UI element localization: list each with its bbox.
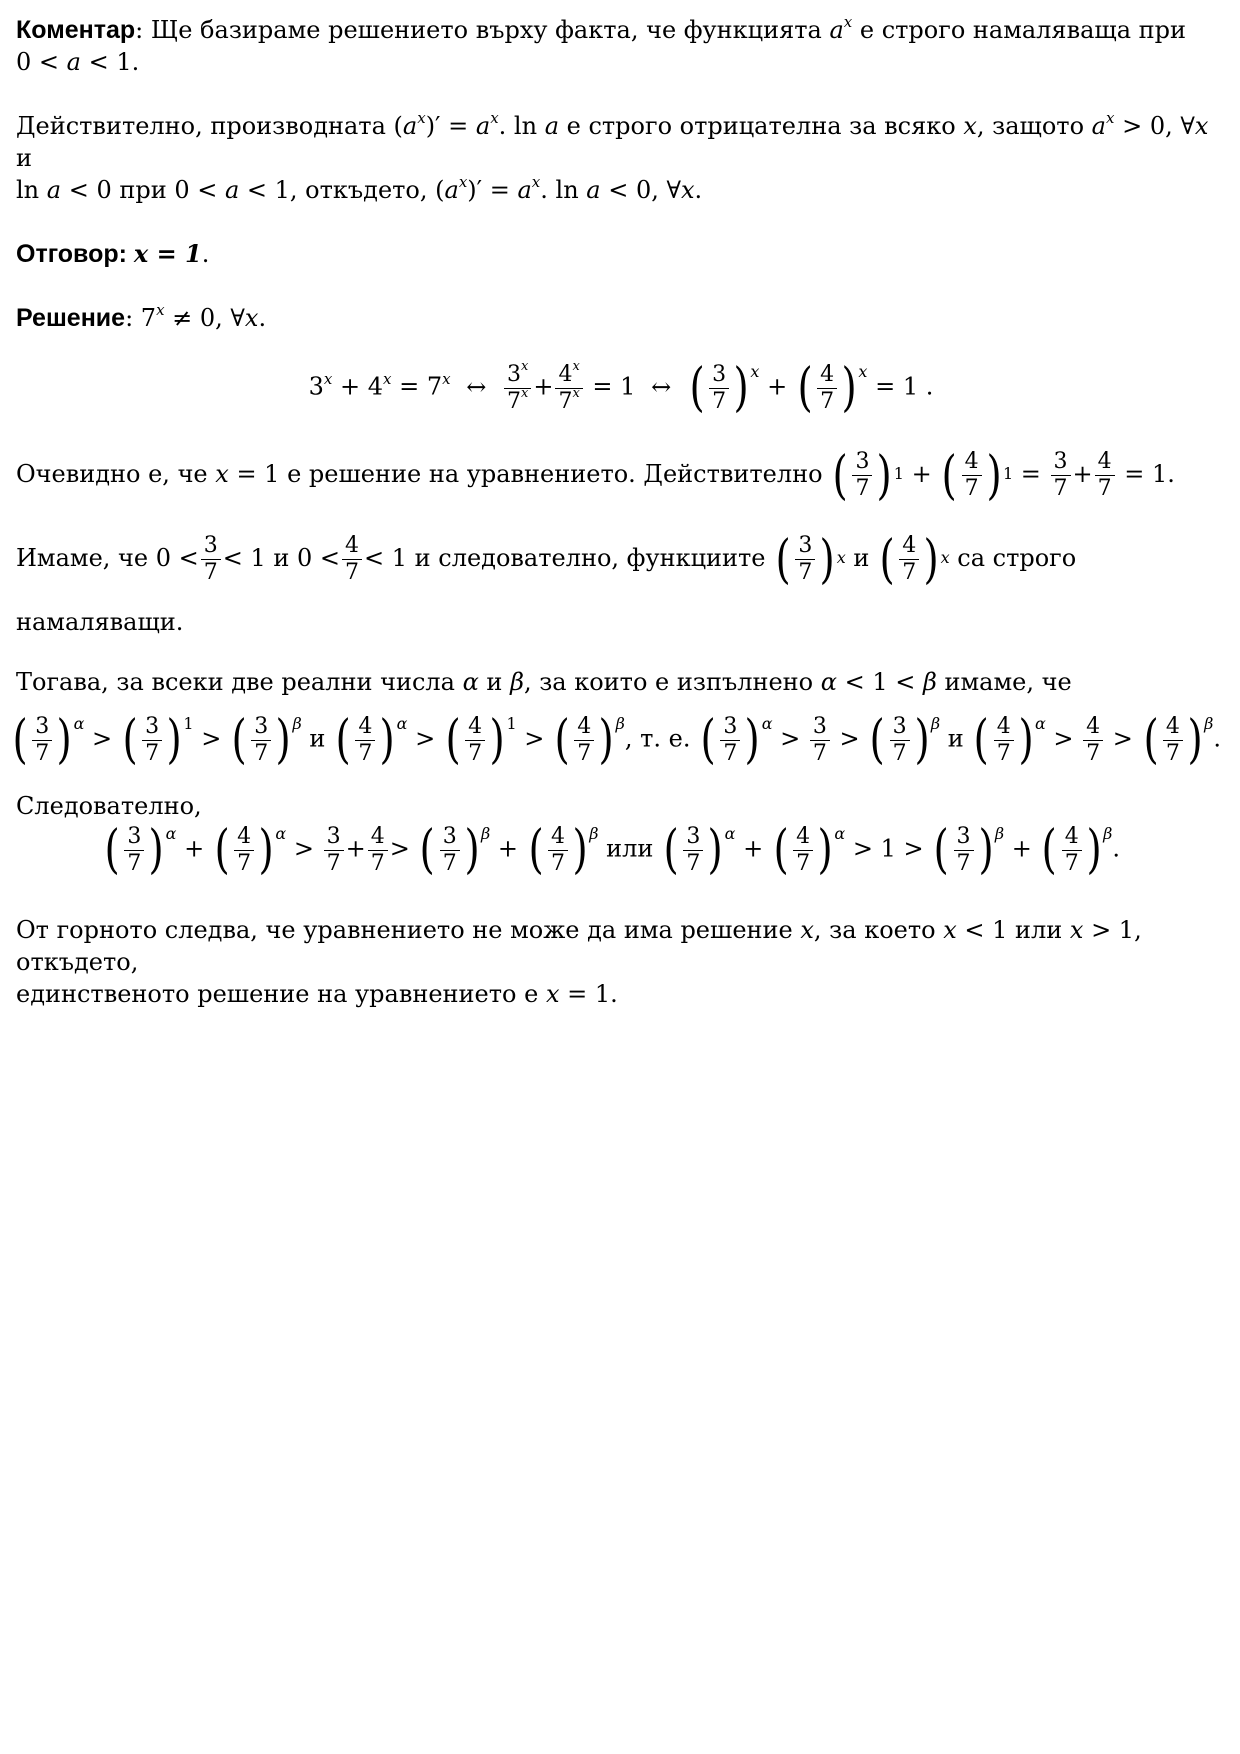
indeed-text-3: , защото: [976, 112, 1092, 140]
comment-text-1: : Ще базираме решението върху факта, че функцията: [135, 16, 830, 44]
conclusion-text-3: или: [1007, 916, 1070, 944]
indeed-text-8: < 1, откъдето,: [239, 176, 436, 204]
conclusion-text-5: единственото решение на уравнението е: [16, 980, 546, 1008]
have-text-2: < 1 и 0 <: [222, 544, 341, 572]
have-paragraph: Имаме, че 0 < $\frac{3}{7}$ < 1 и 0 < $\frac{4}{7}$ < 1 и следователно, функциите ( $\frac{3}{7}$ ) x и ( $\frac{4}{7}$ ) x са строго намаляващи.: [16, 529, 1077, 636]
indeed-text-7: < 0 при 0 <: [61, 176, 225, 204]
answer-paragraph: [16, 238, 1226, 270]
comment-paragraph: Коментар: Ще базираме решението върху факта, че функцията $a^x$ е строго намаляваща при 0 < a < 1.: [16, 13, 1186, 76]
inequality-chain: ( $\frac{3}{7}$ ) α > ( $\frac{3}{7}$ ) 1 > ( $\frac{3}{7}$ ) β и ( $\frac{4}{7}$ ) α > ( $\frac{4}{7}$ ) 1 > ( $\frac{4}{7}$ ) β , т. е. ( $\frac{3}{7}$ ) α > $\frac{3}{7}$ > ( $\frac{3}{7}$ ) β и ( $\frac{4}{7}$ ) α > $\frac{4}{7}$ > ( $\frac{4}{7}$ ) β .: [12, 710, 1222, 770]
then-text-3: , за които е изпълнено: [523, 668, 821, 696]
solution-text-2: ≠ 0, ∀: [164, 304, 245, 332]
conclusion-text-6: .: [610, 980, 618, 1008]
indeed-paragraph: Действително, производната $(a^x)' = a^x$. ln a е строго отрицателна за всяко x, защото $a^x > 0$, ∀x и ln a < 0 при 0 < a < 1, откъдето, $(a^x)' = a^x$. ln a < 0, ∀x.: [16, 109, 1209, 204]
solution-label: Решение: [16, 304, 126, 332]
and-word-2: и: [947, 724, 964, 753]
have-text-4: и: [845, 544, 877, 572]
indeed-text-6: ln: [16, 176, 47, 204]
or-word: или: [606, 834, 654, 863]
conclusion-text-1: От горното следва, че уравнението не може да има решение: [16, 916, 801, 944]
indeed-text-4: > 0, ∀: [1114, 112, 1195, 140]
answer-label: Отговор:: [16, 240, 134, 268]
have-text-5: са строго намаляващи.: [16, 544, 1077, 636]
then-text-2: и: [478, 668, 511, 696]
solution-paragraph: Решение: $7^x \ne 0$, ∀x.: [16, 301, 267, 332]
indeed-text-1: Действително, производната: [16, 112, 394, 140]
answer-value: x = 1: [133, 239, 202, 268]
then-text-1: Тогава, за всеки две реални числа: [16, 668, 463, 696]
obvious-paragraph: Очевидно е, че x = 1 е решение на уравнението. Действително ( $\frac{3}{7}$ ) 1 + ( $\frac{4}{7}$ ) 1 = $\frac{3}{7}$ + $\frac{4}{7}$ = 1.: [16, 445, 1175, 506]
comment-text-3: 0 <: [16, 48, 67, 76]
document-page: [12, 13, 1226, 1010]
indeed-text-9: < 0, ∀: [600, 176, 681, 204]
then-text-4: имаме, че: [936, 668, 1072, 696]
conclusion-paragraph: От горното следва, че уравнението не може да има решение x, за което x < 1 или x > 1, откъдето, единственото решение на уравнението е x = 1.: [16, 916, 1142, 1008]
main-equation: $3^x + 4^x = 7^x$ ↔ $\frac{3^x}{7^x}$ + $\frac{4^x}{7^x}$ = 1 ↔ ( $\frac{3}{7}$ ) x + ( $\frac{4}{7}$ ) x = 1 .: [308, 358, 934, 418]
ie-text: , т. е.: [624, 724, 691, 753]
have-text-3: < 1 и следователно, функциите: [364, 544, 774, 572]
then-paragraph: Тогава, за всеки две реални числа α и β, за които е изпълнено α < 1 < β имаме, че: [16, 668, 1072, 696]
indeed-text-2: е строго отрицателна за всяко: [559, 112, 964, 140]
comment-text-4: < 1.: [80, 48, 140, 76]
indeed-text-5: и: [16, 144, 32, 172]
and-word-1: и: [309, 724, 326, 753]
indeed-text-10: .: [694, 176, 703, 204]
answer-end: .: [201, 240, 210, 268]
consequently-label: Следователно,: [16, 792, 202, 820]
obvious-text-2: = 1 е решение на уравнението. Действително: [228, 460, 831, 488]
have-text-1: Имаме, че 0 <: [16, 544, 199, 572]
comment-label: Коментар: [16, 16, 136, 44]
final-inequality: ( $\frac{3}{7}$ ) α + ( $\frac{4}{7}$ ) α > $\frac{3}{7}$ + $\frac{4}{7}$ > ( $\frac{3}{7}$ ) β + ( $\frac{4}{7}$ ) β или ( $\frac{3}{7}$ ) α + ( $\frac{4}{7}$ ) α > 1 > ( $\frac{3}{7}$ ) β + ( $\frac{4}{7}$ ) β .: [104, 820, 1120, 880]
solution-text: : 7: [125, 304, 157, 332]
conclusion-text-4: , откъдето,: [16, 916, 1142, 976]
comment-text-2: е строго намаляваща при: [852, 16, 1186, 44]
obvious-text-1: Очевидно е, че: [16, 460, 216, 488]
solution-text-3: .: [258, 304, 267, 332]
conclusion-text-2: , за което: [813, 916, 944, 944]
